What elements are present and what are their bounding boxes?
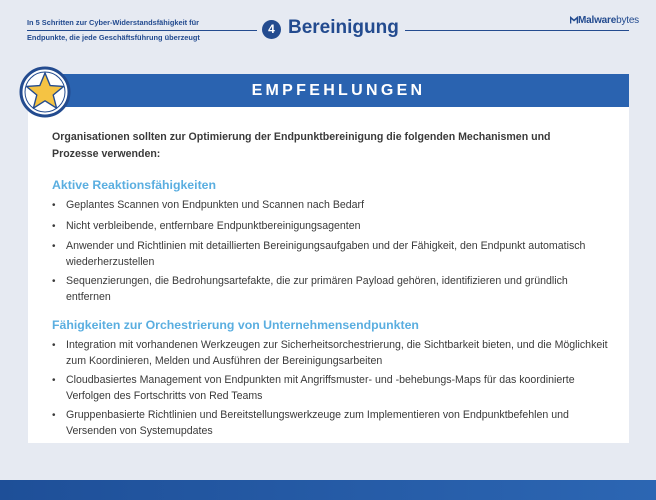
list-item: • Anwender und Richtlinien mit detaillierten Bereinigungsaufgaben und der Fähigkeit, den Endpunkt automatisch wiederherzustellen — [52, 240, 586, 268]
section-title-orchestration: Fähigkeiten zur Orchestrierung von Unternehmensendpunkten — [52, 318, 419, 332]
list-item: • Gruppenbasierte Richtlinien und Bereitstellungswerkzeuge zum Implementieren von Endpunktbefehlen und Versenden von Systemupdates — [52, 409, 569, 437]
subtitle-line-2: Endpunkte, die jede Geschäftsführung überzeugt — [27, 33, 200, 42]
header-divider — [405, 30, 629, 31]
subtitle-line-1: In 5 Schritten zur Cyber-Widerstandsfähigkeit für — [27, 16, 257, 31]
star-icon — [19, 66, 71, 118]
list-item: • Cloudbasiertes Management von Endpunkten mit Angriffsmuster- und -behebungs-Maps für das koordinierte Verfolgen des Fortschritts von Red Teams — [52, 374, 575, 402]
malwarebytes-m-logo-icon — [570, 16, 578, 24]
bullet-list-active-response — [52, 198, 612, 305]
malwarebytes-logo — [570, 15, 639, 26]
list-item: • Nicht verbleibende, entfernbare Endpunktbereinigungsagenten — [52, 219, 361, 232]
list-item: • Geplantes Scannen von Endpunkten und Scannen nach Bedarf — [52, 199, 365, 211]
intro-text: Organisationen sollten zur Optimierung der Endpunktbereinigung die folgenden Mechanismen und Prozesse verwenden: — [52, 131, 551, 160]
banner-title: EMPFEHLUNGEN — [251, 82, 426, 99]
logo-text-bold: Malware — [578, 15, 617, 26]
footer-band — [0, 480, 656, 500]
list-item: • Sequenzierungen, die Bedrohungsartefakte, die zur primären Payload gehören, identifizieren und gründlich entfernen — [52, 275, 568, 303]
bullet-list-orchestration — [52, 338, 612, 439]
section-title-active-response: Aktive Reaktionsfähigkeiten — [52, 178, 217, 192]
step-title: Bereinigung — [288, 17, 399, 38]
page-header — [0, 0, 656, 60]
step-number-badge: 4 — [262, 20, 281, 39]
document-subtitle — [27, 16, 257, 45]
logo-text-rest: bytes — [616, 15, 639, 26]
list-item: • Integration mit vorhandenen Werkzeugen zur Sicherheitsorchestrierung, die Sichtbarkeit bieten, und die Möglichkeit zum Koordinieren, Melden und Ausführen der Bereinigungsarbeiten — [52, 339, 608, 367]
